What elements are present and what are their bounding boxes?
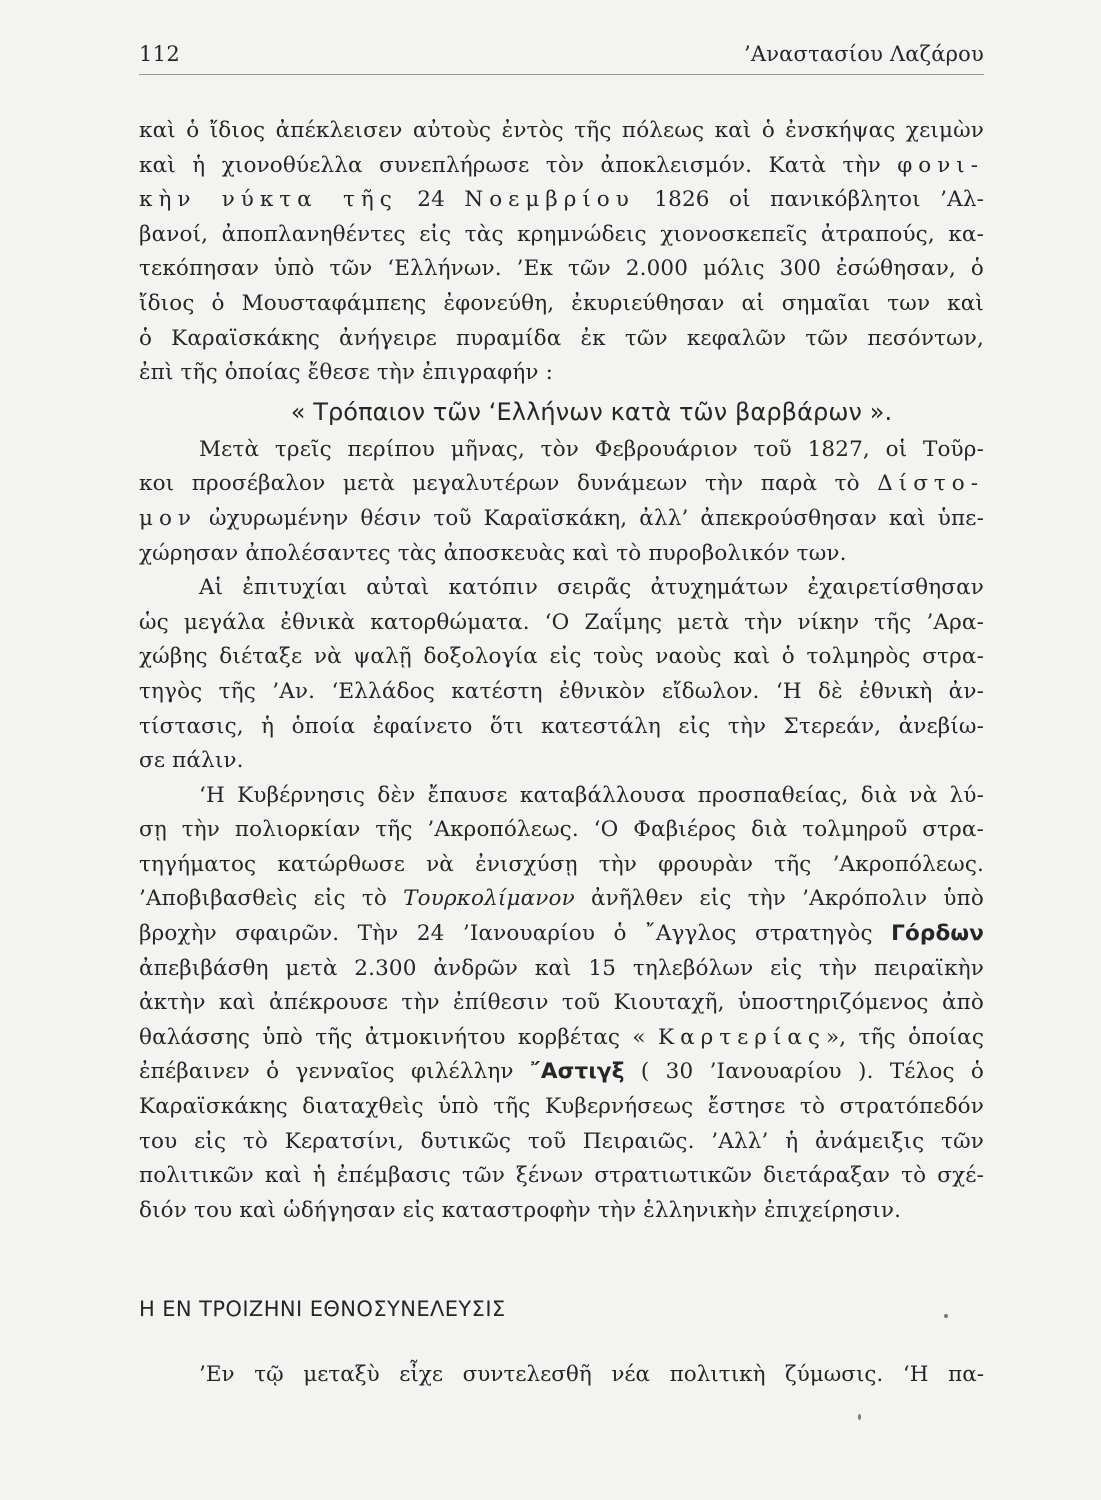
text-line: ἐπὶ τῆς ὁποίας ἔθεσε τὴν ἐπιγραφήν : bbox=[139, 360, 553, 386]
text-run: 1826 οἱ πανικόβλητοι ’Αλ- bbox=[654, 187, 984, 213]
spaced-text: Νοεμβρίου bbox=[464, 187, 635, 213]
page-header bbox=[139, 38, 984, 75]
text-run: θαλάσσης ὑπὸ τῆς ἀτμοκινήτου κορβέτας « bbox=[139, 1024, 646, 1050]
text-line bbox=[139, 917, 984, 952]
text-run: ( 30 ’Ιανουαρίου ). Τέλος ὁ bbox=[640, 1059, 984, 1085]
text-line: Καραϊσκάκης διαταχθεὶς ὑπὸ τῆς Κυβερνήσεως ἔστησε τὸ στρατόπεδόν bbox=[139, 1094, 984, 1120]
print-speck bbox=[944, 1314, 948, 1318]
text-run: ὠχυρωμένην θέσιν τοῦ Καραϊσκάκη, ἀλλ’ ἀπεκρούσθησαν καὶ ὑπε- bbox=[208, 505, 984, 531]
text-line bbox=[139, 149, 984, 184]
text-line bbox=[139, 1021, 984, 1056]
text-run: ἐπέβαινεν ὁ γενναῖος φιλέλλην bbox=[139, 1059, 514, 1085]
text-line: τηγὸς τῆς ’Αν. ‘Ελλάδος κατέστη ἐθνικὸν εἴδωλον. ‘Η δὲ ἐθνικὴ ἀν- bbox=[139, 678, 984, 704]
text-line: τεκόπησαν ὑπὸ τῶν ‘Ελλήνων. ’Εκ τῶν 2.000 μόλις 300 ἐσώθησαν, ὁ bbox=[139, 256, 984, 282]
text-line: ὁ Καραϊσκάκης ἀνήγειρε πυραμίδα ἐκ τῶν κεφαλῶν τῶν πεσόντων, bbox=[139, 325, 984, 351]
paragraph-start: ‘Η Κυβέρνησις δὲν ἔπαυσε καταβάλλουσα προσπαθείας, διὰ νὰ λύ- bbox=[199, 782, 984, 808]
text-line: ἴδιος ὁ Μουσταφάμπεης ἐφονεύθη, ἐκυριεύθησαν αἱ σημαῖαι των καὶ bbox=[139, 290, 984, 316]
bold-text: Γόρδων bbox=[891, 921, 984, 947]
text-line bbox=[139, 467, 984, 502]
paragraph-start: Αἱ ἐπιτυχίαι αὐταὶ κατόπιν σειρᾶς ἀτυχημάτων ἐχαιρετίσθησαν bbox=[199, 575, 984, 601]
running-head: ’Αναστασίου Λαζάρου bbox=[743, 42, 984, 66]
text-run: καὶ ἡ χιονοθύελλα συνεπλήρωσε τὸν ἀποκλεισμόν. Κατὰ τὴν bbox=[139, 152, 881, 178]
text-line: διόν του καὶ ὡδήγησαν εἰς καταστροφὴν τὴν ἑλληνικὴν ἐπιχείρησιν. bbox=[139, 1197, 902, 1223]
text-run: », τῆς ὁποίας bbox=[825, 1024, 984, 1050]
bold-text: ῎Αστιγξ bbox=[529, 1059, 625, 1085]
page-number: 112 bbox=[139, 42, 180, 66]
text-line: πολιτικῶν καὶ ἡ ἐπέμβασις τῶν ξένων στρατιωτικῶν διετάραξαν τὸ σχέ- bbox=[139, 1163, 984, 1189]
text-run: ’Αποβιβασθεὶς εἰς τὸ bbox=[139, 886, 387, 912]
text-line bbox=[139, 502, 984, 537]
text-line bbox=[139, 183, 984, 218]
text-line: βανοί, ἀποπλανηθέντες εἰς τὰς κρημνώδεις χιονοσκεπεῖς ἀτραπούς, κα- bbox=[139, 221, 984, 247]
text-run: βροχὴν σφαιρῶν. Τὴν 24 ’Ιανουαρίου ὁ ῎Αγγλος στρατηγὸς bbox=[139, 921, 873, 947]
text-line: του εἰς τὸ Κερατσίνι, δυτικῶς τοῦ Πειραιῶς. ’Αλλ’ ἡ ἀνάμειξις τῶν bbox=[139, 1128, 984, 1154]
text-line bbox=[139, 882, 984, 917]
text-line: τηγήματος κατώρθωσε νὰ ἐνισχύσῃ τὴν φρουρὰν τῆς ’Ακροπόλεως. bbox=[139, 851, 984, 877]
spaced-text: Δίστο- bbox=[877, 471, 984, 497]
print-speck bbox=[858, 1414, 861, 1420]
text-line: τίστασις, ἡ ὁποία ἐφαίνετο ὅτι κατεστάλη εἰς τὴν Στερεάν, ἀνεβίω- bbox=[139, 713, 984, 739]
text-line: χώβης διέταξε νὰ ψαλῇ δοξολογία εἰς τοὺς ναοὺς καὶ ὁ τολμηρὸς στρα- bbox=[139, 644, 984, 670]
text-line: καὶ ὁ ἴδιος ἀπέκλεισεν αὐτοὺς ἐντὸς τῆς πόλεως καὶ ὁ ἐνσκήψας χειμὼν bbox=[139, 118, 984, 143]
section-heading: Η ΕΝ ΤΡΟΙΖΗΝΙ ΕΘΝΟΣΥΝΕΛΕΥΣΙΣ bbox=[139, 1297, 506, 1321]
spaced-text: Καρτερίας bbox=[658, 1024, 826, 1050]
text-run: πα- bbox=[948, 1362, 984, 1387]
text-line: ἀπεβιβάσθη μετὰ 2.300 ἀνδρῶν καὶ 15 τηλεβόλων εἰς τὴν πειραϊκὴν bbox=[139, 955, 984, 981]
text-line: ἀκτὴν καὶ ἀπέκρουσε τὴν ἐπίθεσιν τοῦ Κιουταχῆ, ὑποστηριζόμενος ἀπὸ bbox=[139, 990, 984, 1016]
text-run: κοι προσέβαλον μετὰ μεγαλυτέρων δυνάμεων τὴν παρὰ τὸ bbox=[139, 471, 860, 497]
spaced-text: μον bbox=[139, 505, 197, 531]
text-run: 24 bbox=[417, 187, 445, 213]
paragraph-start: Μετὰ τρεῖς περίπου μῆνας, τὸν Φεβρουάριον τοῦ 1827, οἱ Τοῦρ- bbox=[199, 436, 984, 462]
text-run: ’Εν τῷ μεταξὺ εἶχε συντελεσθῆ νέα πολιτικὴ ζύμωσις. ‘Η bbox=[199, 1362, 929, 1387]
inscription-quote: « Τρόπαιον τῶν ‘Ελλήνων κατὰ τῶν βαρβάρων ». bbox=[290, 397, 893, 426]
body-text bbox=[139, 114, 984, 1228]
text-line: ὡς μεγάλα ἐθνικὰ κατορθώματα. ‘Ο Ζαΐμης μετὰ τὴν νίκην τῆς ’Αρα- bbox=[139, 609, 984, 635]
text-line: σε πάλιν. bbox=[139, 748, 244, 774]
text-run: ἀνῆλθεν εἰς τὴν ’Ακρόπολιν ὑπὸ bbox=[590, 886, 984, 912]
text-line: σῃ τὴν πολιορκίαν τῆς ’Ακροπόλεως. ‘Ο Φαβιέρος διὰ τολμηροῦ στρα- bbox=[139, 817, 984, 843]
text-line: χώρησαν ἀπολέσαντες τὰς ἀποσκευὰς καὶ τὸ πυροβολικόν των. bbox=[139, 540, 847, 566]
section-first-line bbox=[199, 1357, 984, 1393]
spaced-text: φονι- bbox=[897, 152, 984, 178]
italic-text: Τουρκολίμανον bbox=[403, 886, 575, 912]
text-line bbox=[139, 1055, 984, 1090]
spaced-text: κὴν νύκτα τῆς bbox=[139, 187, 398, 213]
